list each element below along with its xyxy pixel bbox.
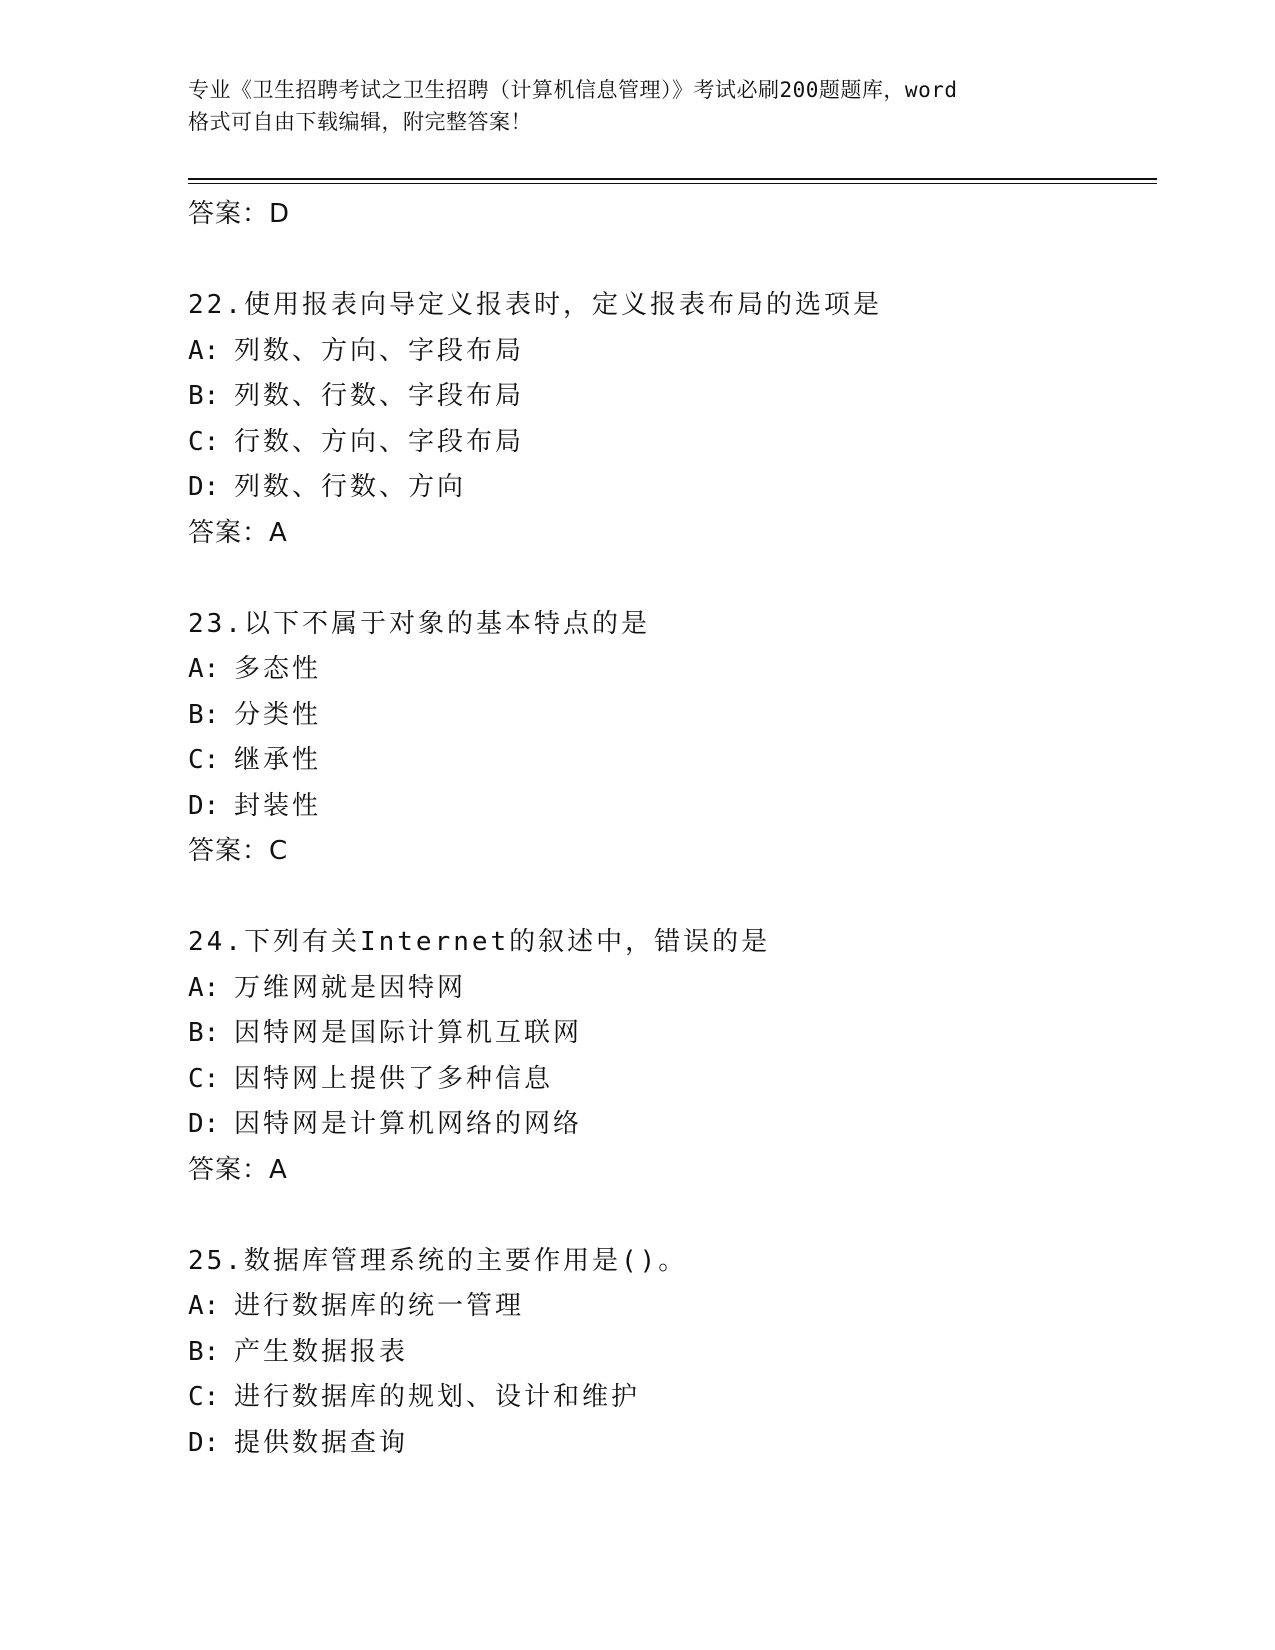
option-key: C: [188, 1382, 220, 1412]
header-divider-thick [188, 178, 1157, 180]
question-stem: 22.使用报表向导定义报表时，定义报表布局的选项是 [188, 290, 882, 320]
question-22 [188, 283, 1148, 555]
answer: 答案：C [188, 836, 289, 866]
option-b [188, 1330, 1148, 1376]
option-key: C: [188, 426, 220, 457]
option-key: D: [188, 1427, 220, 1458]
option-key: C: [188, 745, 220, 775]
option-d [188, 465, 1148, 511]
option-key: B: [188, 381, 220, 411]
option-text: 继承性 [234, 745, 322, 775]
option-a [188, 966, 1148, 1012]
answer: 答案：A [188, 517, 288, 548]
option-text: 多态性 [234, 654, 322, 684]
option-c [188, 738, 1148, 784]
option-text: 分类性 [234, 699, 322, 730]
option-c [188, 1375, 1148, 1421]
option-text: 列数、行数、方向 [234, 472, 467, 502]
header-divider-thin [188, 183, 1157, 184]
option-key: D: [188, 1109, 220, 1139]
option-key: C: [188, 1063, 220, 1094]
option-a [188, 329, 1148, 375]
option-key: D: [188, 472, 220, 502]
option-text: 因特网是国际计算机互联网 [234, 1018, 583, 1048]
option-text: 提供数据查询 [234, 1427, 409, 1458]
option-c [188, 420, 1148, 466]
option-key: A: [188, 335, 220, 366]
answer-previous: 答案：D [188, 199, 291, 229]
option-text: 因特网上提供了多种信息 [234, 1063, 554, 1094]
option-key: A: [188, 972, 220, 1003]
option-d [188, 1102, 1148, 1148]
option-text: 万维网就是因特网 [234, 972, 467, 1003]
option-a [188, 1284, 1148, 1330]
option-text: 进行数据库的统一管理 [234, 1291, 525, 1321]
option-d [188, 1421, 1148, 1467]
option-c [188, 1057, 1148, 1103]
question-stem: 23.以下不属于对象的基本特点的是 [188, 608, 650, 639]
option-text: 产生数据报表 [234, 1336, 409, 1367]
option-key: A: [188, 654, 220, 684]
option-key: B: [188, 1018, 220, 1048]
option-text: 封装性 [234, 790, 322, 821]
option-text: 行数、方向、字段布局 [234, 426, 525, 457]
question-list [188, 192, 1148, 1466]
question-stem: 24.下列有关Internet的叙述中，错误的是 [188, 927, 771, 957]
option-text: 列数、方向、字段布局 [234, 335, 525, 366]
option-key: D: [188, 790, 220, 821]
question-23 [188, 602, 1148, 874]
option-text: 因特网是计算机网络的网络 [234, 1109, 583, 1139]
option-text: 列数、行数、字段布局 [234, 381, 525, 411]
option-key: B: [188, 699, 220, 730]
option-b [188, 1011, 1148, 1057]
option-key: A: [188, 1291, 220, 1321]
option-b [188, 693, 1148, 739]
answer: 答案：A [188, 1154, 288, 1185]
document-header [188, 74, 1088, 138]
header-line-2: 格式可自由下载编辑，附完整答案！ [188, 110, 532, 134]
option-d [188, 784, 1148, 830]
option-b [188, 374, 1148, 420]
question-stem: 25.数据库管理系统的主要作用是()。 [188, 1245, 688, 1276]
option-text: 进行数据库的规划、设计和维护 [234, 1382, 641, 1412]
option-key: B: [188, 1336, 220, 1367]
question-25 [188, 1239, 1148, 1467]
option-a [188, 647, 1148, 693]
header-line-1: 专业《卫生招聘考试之卫生招聘（计算机信息管理）》考试必刷200题题库，word [188, 78, 958, 102]
question-24 [188, 920, 1148, 1192]
